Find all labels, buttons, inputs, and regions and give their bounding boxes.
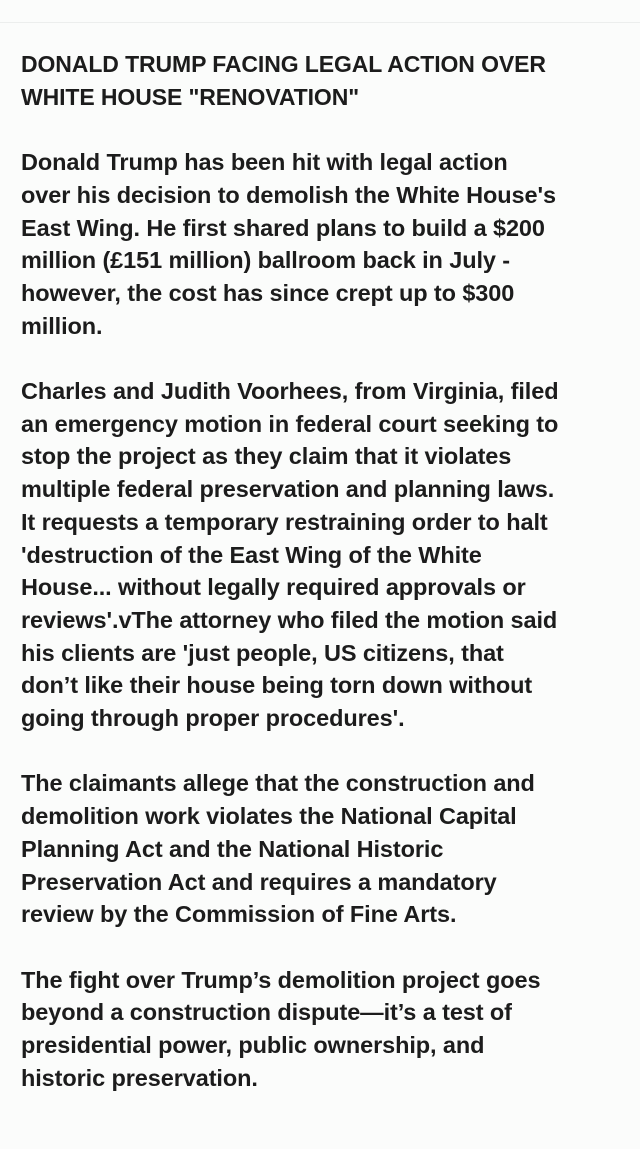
article-paragraph-3: The claimants allege that the construction and demolition work violates the National Capital Planning Act and the National Historic Preservation Act and requires a mandatory review by the Commission of Fine Arts.: [21, 770, 535, 928]
article-body: [21, 48, 621, 1127]
article-headline: DONALD TRUMP FACING LEGAL ACTION OVER WHITE HOUSE "RENOVATION": [21, 51, 546, 110]
article-paragraph-1: Donald Trump has been hit with legal action over his decision to demolish the White House's East Wing. He first shared plans to build a $200 million (£151 million) ballroom back in July - however, the cost has since crept up to $300 million.: [21, 149, 556, 339]
article-paragraph-2: Charles and Judith Voorhees, from Virginia, filed an emergency motion in federal court seeking to stop the project as they claim that it violates multiple federal preservation and planning laws. It requests a temporary restraining order to halt 'destruction of the East Wing of the White House... without legally required approvals or reviews'.vThe attorney who filed the motion said his clients are 'just people, US citizens, that don’t like their house being torn down without going through proper procedures'.: [21, 378, 559, 732]
article-paragraph-4: The fight over Trump’s demolition project goes beyond a construction dispute—it’s a test of presidential power, public ownership, and historic preservation.: [21, 966, 541, 1091]
top-divider: [0, 22, 640, 23]
